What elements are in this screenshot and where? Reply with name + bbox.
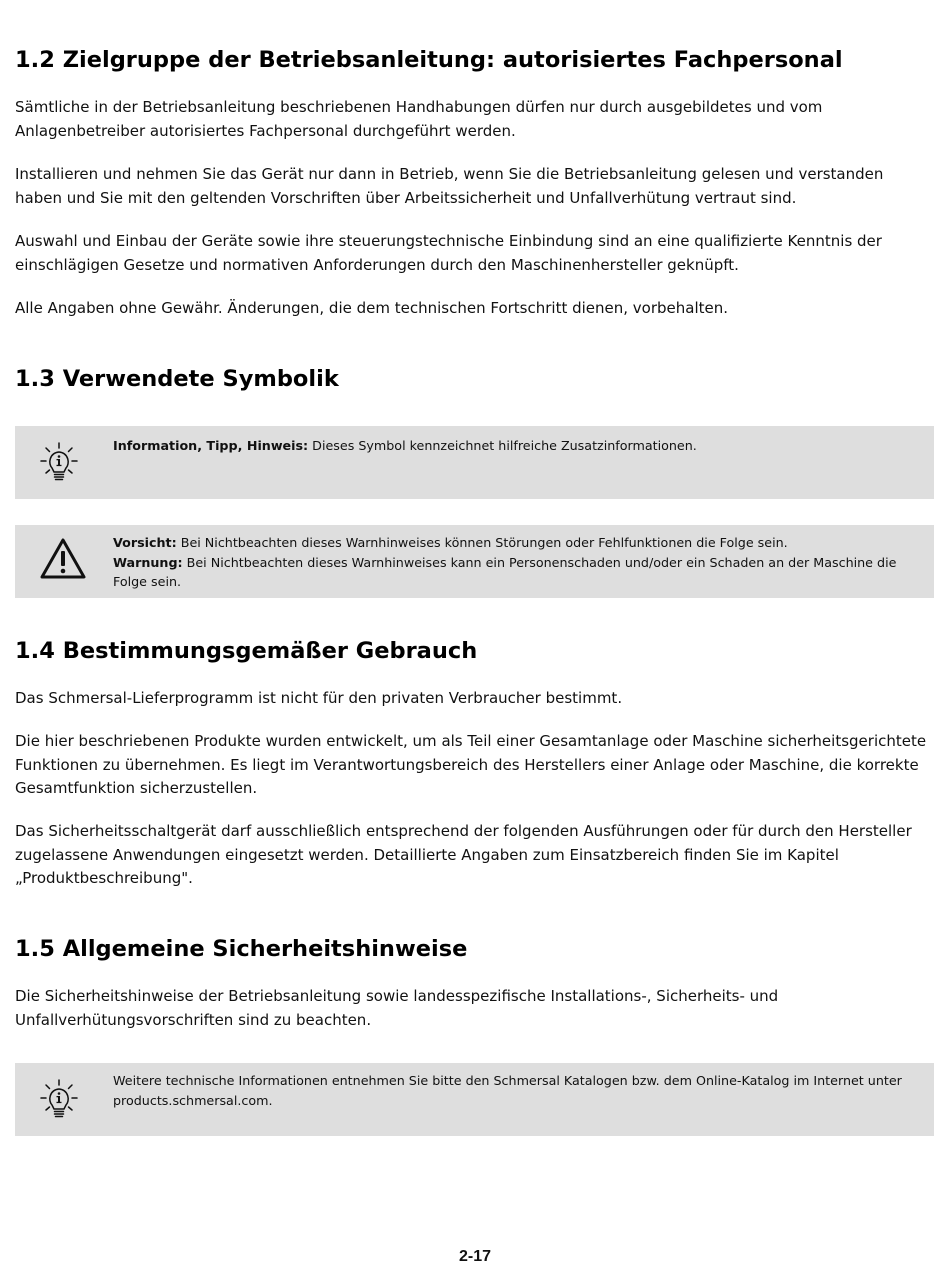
caution-line [113, 533, 916, 553]
info-note-box-catalog [15, 1063, 934, 1136]
section-1-2-paragraph-3: Auswahl und Einbau der Geräte sowie ihre steuerungstechnische Einbindung sind an eine qualifizierte Kenntnis der einschlägigen Gesetze und normativen Anforderungen durch den Maschinenhersteller geknüpft. [15, 232, 882, 274]
warning-description: Bei Nichtbeachten dieses Warnhinweises kann ein Personenschaden und/oder ein Schaden an der Maschine die Folge sein. [113, 554, 897, 589]
section-title-1-4: 1.4 Bestimmungsgemäßer Gebrauch [15, 638, 478, 664]
section-1-2-paragraph-1: Sämtliche in der Betriebsanleitung beschriebenen Handhabungen dürfen nur durch ausgebildetes und vom Anlagenbetreiber autorisiertes Fachpersonal durchgeführt werden. [15, 98, 823, 140]
section-title-1-2: 1.2 Zielgruppe der Betriebsanleitung: autorisiertes Fachpersonal [15, 47, 843, 73]
caution-label: Vorsicht: [113, 535, 177, 550]
warning-line [113, 553, 916, 592]
warning-note-box [15, 525, 934, 598]
info-note-box [15, 426, 934, 499]
section-title-1-5: 1.5 Allgemeine Sicherheitshinweise [15, 936, 468, 962]
page-number: 2-17 [458, 1248, 492, 1265]
warning-triangle-icon [39, 537, 87, 585]
section-1-4-paragraph-1: Das Schmersal-Lieferprogramm ist nicht für den privaten Verbraucher bestimmt. [15, 689, 623, 707]
lightbulb-info-icon [39, 1079, 79, 1125]
catalog-info-text: Weitere technische Informationen entnehmen Sie bitte den Schmersal Katalogen bzw. dem Online-Katalog im Internet unter products.schmersal.com. [113, 1073, 902, 1108]
warning-note-text [113, 533, 916, 592]
section-1-5-paragraph-1: Die Sicherheitshinweise der Betriebsanleitung sowie landesspezifische Installations-, Sicherheits- und Unfallverhütungsvorschriften sind zu beachten. [15, 987, 779, 1029]
lightbulb-info-icon [39, 442, 79, 488]
section-1-2-paragraph-4: Alle Angaben ohne Gewähr. Änderungen, die dem technischen Fortschritt dienen, vorbehalten. [15, 299, 729, 317]
section-title-1-3: 1.3 Verwendete Symbolik [15, 366, 339, 392]
info-note-description: Dieses Symbol kennzeichnet hilfreiche Zusatzinformationen. [308, 438, 697, 453]
info-note-text [113, 436, 916, 456]
warning-label: Warnung: [113, 554, 183, 570]
info-note-label: Information, Tipp, Hinweis: [113, 438, 309, 453]
section-1-4-paragraph-3: Das Sicherheitsschaltgerät darf ausschließlich entsprechend der folgenden Ausführungen oder für durch den Hersteller zugelassene Anwendungen eingesetzt werden. Detaillierte Angaben zum Einsatzbereich finden Sie im Kapitel „Produktbeschreibung". [15, 822, 912, 887]
section-1-2-paragraph-2: Installieren und nehmen Sie das Gerät nur dann in Betrieb, wenn Sie die Betriebsanleitung gelesen und verstanden haben und Sie mit den geltenden Vorschriften über Arbeitssicherheit und Unfallverhütung vertraut sind. [15, 165, 884, 207]
caution-description: Bei Nichtbeachten dieses Warnhinweises können Störungen oder Fehlfunktionen die Folge sein. [176, 535, 788, 550]
section-1-4-paragraph-2: Die hier beschriebenen Produkte wurden entwickelt, um als Teil einer Gesamtanlage oder Maschine sicherheitsgerichtete Funktionen zu übernehmen. Es liegt im Verantwortungsbereich des Herstellers einer Anlage oder Maschine, die korrekte Gesamtfunktion sicherzustellen. [15, 732, 927, 797]
